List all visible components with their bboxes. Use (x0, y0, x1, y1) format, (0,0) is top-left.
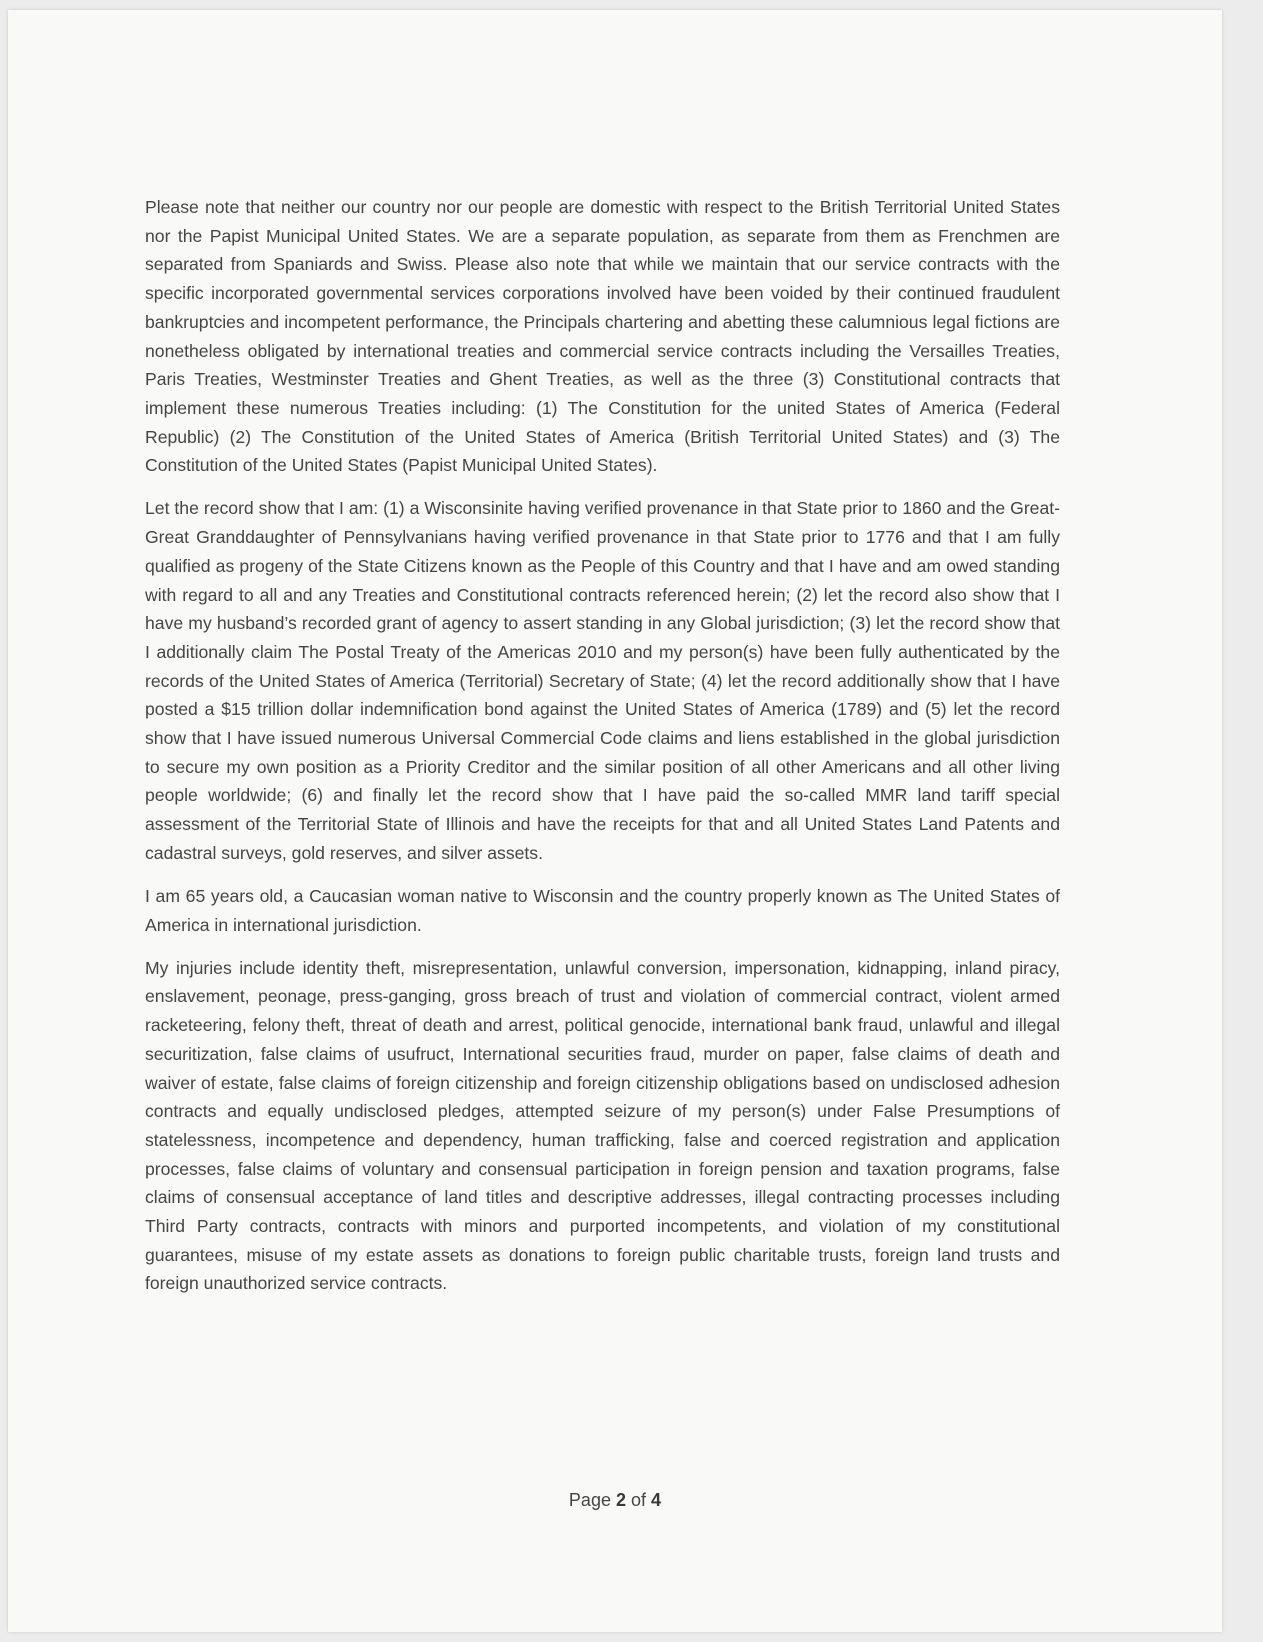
page-number: 2 (615, 1490, 626, 1510)
total-pages: 4 (651, 1490, 662, 1510)
paragraph-injuries: My injuries include identity theft, misrepresentation, unlawful conversion, impersonation, kidnapping, inland piracy, enslavement, peonage, press-ganging, gross breach of trust and violation of commercial contract, violent armed racketeering, felony theft, threat of death and arrest, political genocide, international bank fraud, unlawful and illegal securitization, false claims of usufruct, International securities fraud, murder on paper, false claims of death and waiver of estate, false claims of foreign citizenship and foreign citizenship obligations based on undisclosed adhesion contracts and equally undisclosed pledges, attempted seizure of my person(s) under False Presumptions of statelessness, incompetence and dependency, human trafficking, false and coerced registration and application processes, false claims of voluntary and consensual participation in foreign pension and taxation programs, false claims of consensual acceptance of land titles and descriptive addresses, illegal contracting processes including Third Party contracts, contracts with minors and purported incompetents, and violation of my constitutional guarantees, misuse of my estate assets as donations to foreign public charitable trusts, foreign land trusts and foreign unauthorized service contracts. (145, 957, 1060, 1294)
document-body (145, 193, 1060, 1313)
paragraph-identity: I am 65 years old, a Caucasian woman native to Wisconsin and the country properly known as The United States of America in international jurisdiction. (145, 885, 1060, 935)
document-page (8, 10, 1222, 1632)
paragraph-record-statement: Let the record show that I am: (1) a Wisconsinite having verified provenance in that State prior to 1860 and the Great-Great Granddaughter of Pennsylvanians having verified provenance in that State prior to 1776 and that I am fully qualified as progeny of the State Citizens known as the People of this Country and that I have and am owed standing with regard to all and any Treaties and Constitutional contracts referenced herein; (2) let the record also show that I have my husband’s recorded grant of agency to assert standing in any Global jurisdiction; (3) let the record show that I additionally claim The Postal Treaty of the Americas 2010 and my person(s) have been fully authenticated by the records of the United States of America (Territorial) Secretary of State; (4) let the record additionally show that I have posted a $15 trillion dollar indemnification bond against the United States of America (1789) and (5) let the record show that I have issued numerous Universal Commercial Code claims and liens established in the global jurisdiction to secure my own position as a Priority Creditor and the similar position of all other Americans and all other living people worldwide; (6) and finally let the record show that I have paid the so-called MMR land tariff special assessment of the Territorial State of Illinois and have the receipts for that and all United States Land Patents and cadastral surveys, gold reserves, and silver assets. (145, 498, 1060, 863)
paragraph-treaty-notice: Please note that neither our country nor our people are domestic with respect to the British Territorial United States nor the Papist Municipal United States. We are a separate population, as separate from them as Frenchmen are separated from Spaniards and Swiss. Please also note that while we maintain that our service contracts with the specific incorporated governmental services corporations involved have been voided by their continued fraudulent bankruptcies and incompetent performance, the Principals chartering and abetting these calumnious legal fictions are nonetheless obligated by international treaties and commercial service contracts including the Versailles Treaties, Paris Treaties, Westminster Treaties and Ghent Treaties, as well as the three (3) Constitutional contracts that implement these numerous Treaties including: (1) The Constitution for the united States of America (Federal Republic) (2) The Constitution of the United States of America (British Territorial United States) and (3) The Constitution of the United States (Papist Municipal United States). (145, 197, 1060, 476)
of-label: of (631, 1490, 647, 1510)
page-label: Page (568, 1490, 611, 1510)
page-footer (8, 1490, 1222, 1511)
